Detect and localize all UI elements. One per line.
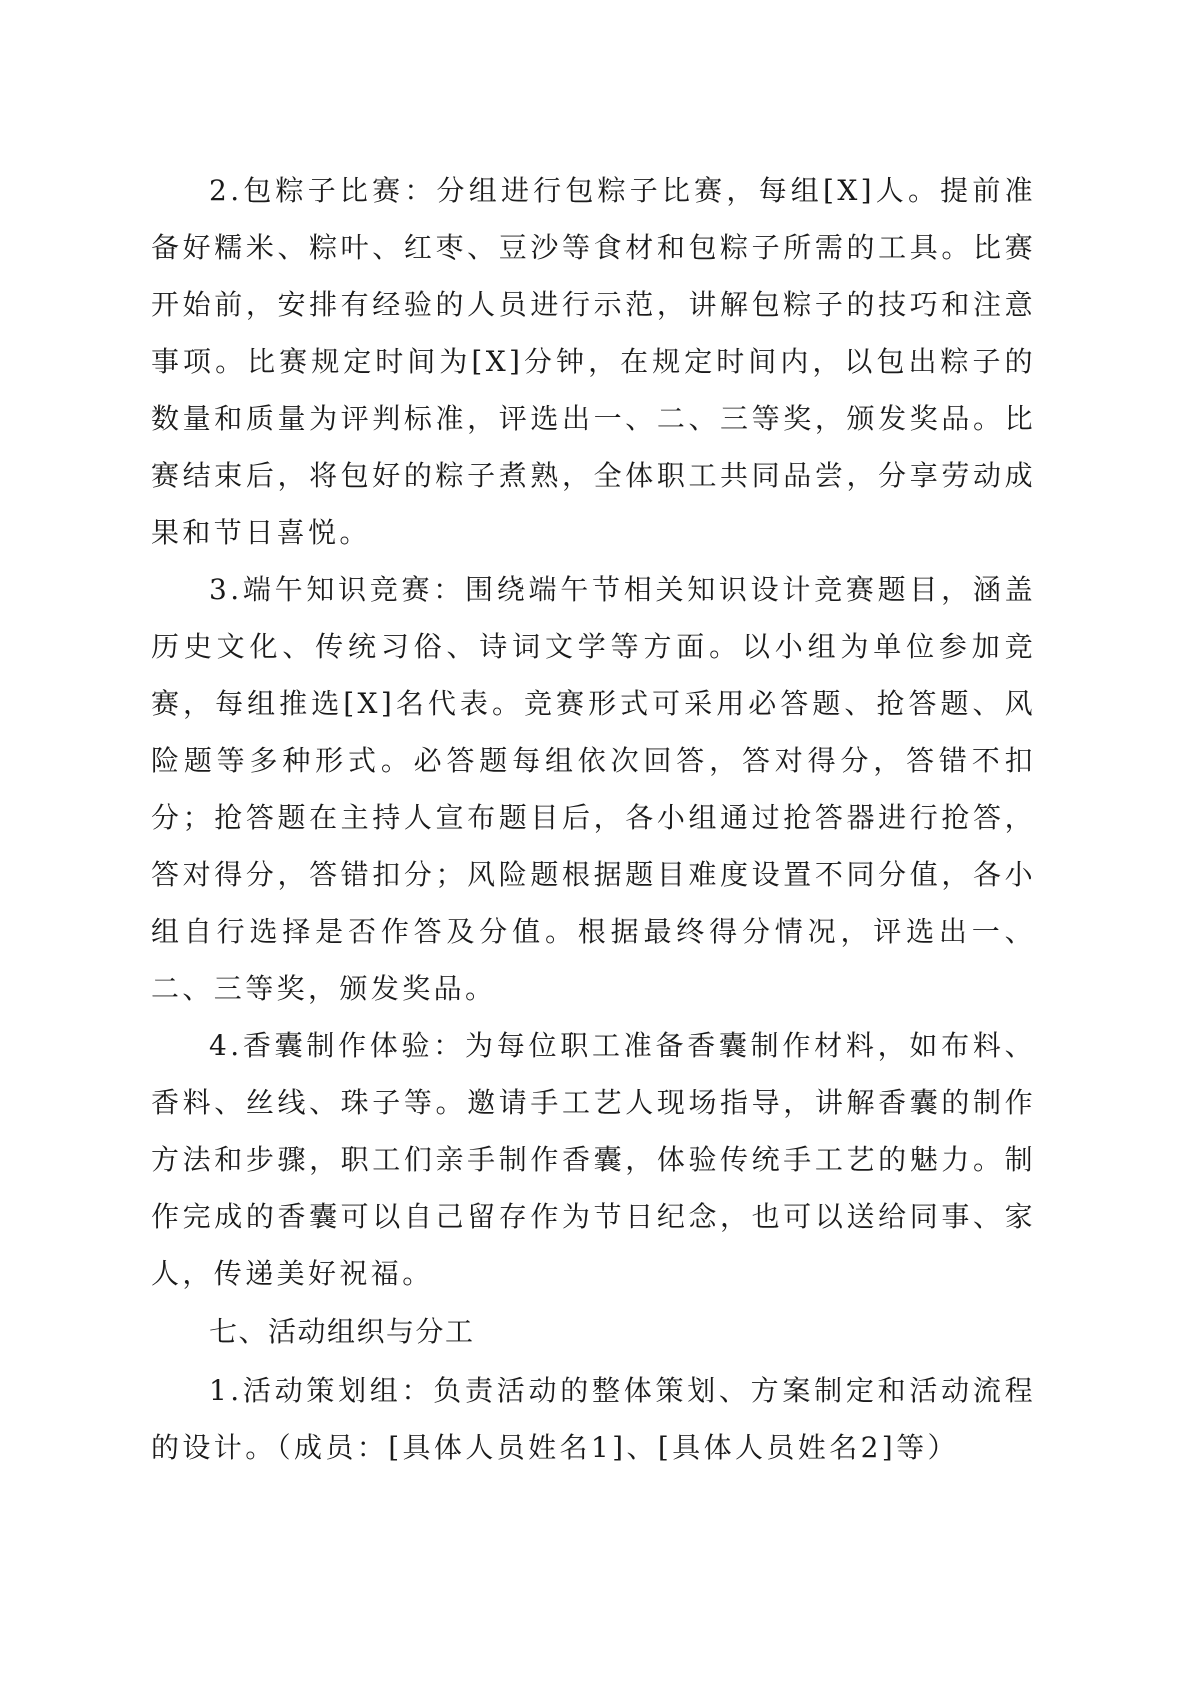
paragraph-zongzi-contest: 2.包粽子比赛：分组进行包粽子比赛，每组[X]人。提前准备好糯米、粽叶、红枣、豆沙等食材和包粽子所需的工具。比赛开始前，安排有经验的人员进行示范，讲解包粽子的技巧和注意事项。比赛规定时间为[X]分钟，在规定时间内，以包出粽子的数量和质量为评判标准，评选出一、二、三等奖，颁发奖品。比赛结束后，将包好的粽子煮熟，全体职工共同品尝，分享劳动成果和节日喜悦。 xyxy=(151,174,1036,549)
paragraph-planning-group: 1.活动策划组：负责活动的整体策划、方案制定和活动流程的设计。（成员：[具体人员姓名1]、[具体人员姓名2]等） xyxy=(151,1374,1036,1464)
document-body xyxy=(151,162,1036,1476)
section-heading: 七、活动组织与分工 xyxy=(209,1315,475,1348)
paragraph-sachet-making: 4.香囊制作体验：为每位职工准备香囊制作材料，如布料、香料、丝线、珠子等。邀请手工艺人现场指导，讲解香囊的制作方法和步骤，职工们亲手制作香囊，体验传统手工艺的魅力。制作完成的香囊可以自己留存作为节日纪念，也可以送给同事、家人，传递美好祝福。 xyxy=(151,1029,1036,1290)
paragraph-knowledge-quiz: 3.端午知识竞赛：围绕端午节相关知识设计竞赛题目，涵盖历史文化、传统习俗、诗词文学等方面。以小组为单位参加竞赛，每组推选[X]名代表。竞赛形式可采用必答题、抢答题、风险题等多种形式。必答题每组依次回答，答对得分，答错不扣分；抢答题在主持人宣布题目后，各小组通过抢答器进行抢答，答对得分，答错扣分；风险题根据题目难度设置不同分值，各小组自行选择是否作答及分值。根据最终得分情况，评选出一、二、三等奖，颁发奖品。 xyxy=(151,573,1036,1005)
